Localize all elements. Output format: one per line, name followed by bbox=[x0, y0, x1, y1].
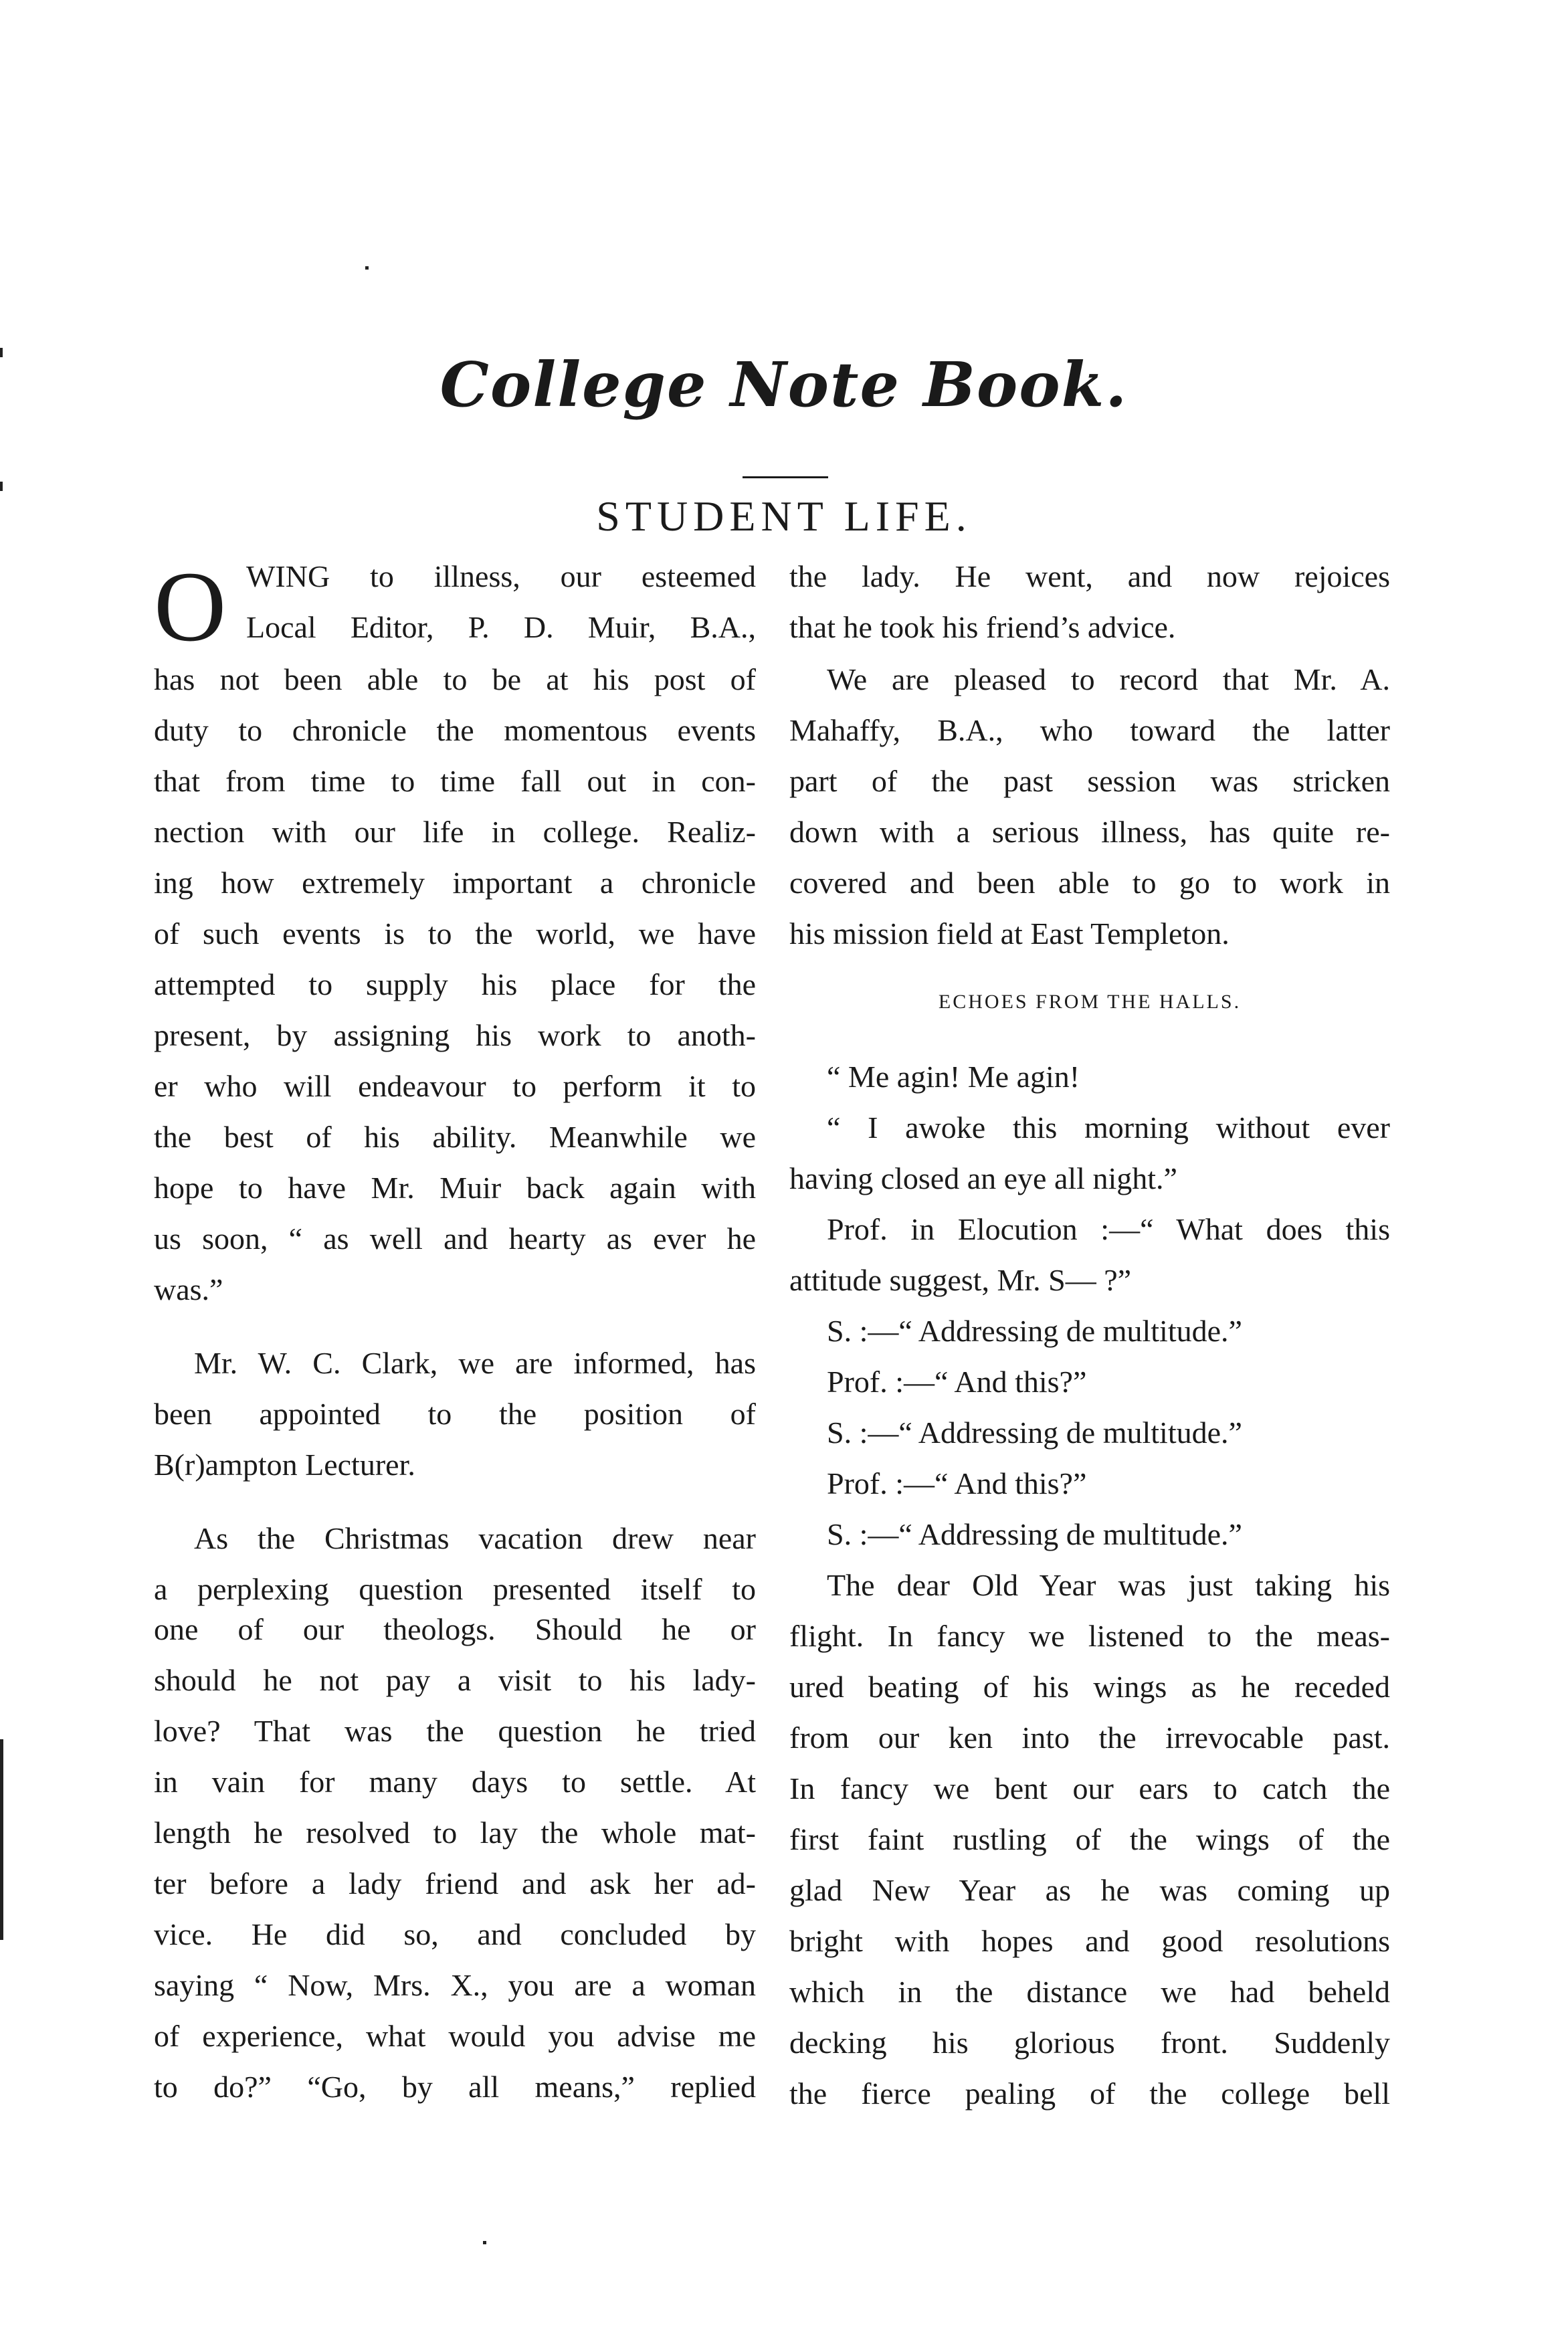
text-line: the best of his ability. Meanwhile we bbox=[154, 1120, 756, 1154]
text-line: Prof. :—“ And this?” bbox=[827, 1466, 1087, 1500]
text-line: from our ken into the irrevocable past. bbox=[789, 1721, 1390, 1755]
text-line: ured beating of his wings as he receded bbox=[789, 1670, 1390, 1704]
echoes-subheading: ECHOES FROM THE HALLS. bbox=[938, 991, 1242, 1013]
text-line: one of our theologs. Should he or bbox=[154, 1612, 756, 1646]
text-line: “ Me agin! Me agin! bbox=[827, 1060, 1080, 1094]
text-line: part of the past session was stricken bbox=[789, 764, 1390, 798]
text-line: first faint rustling of the wings of the bbox=[789, 1822, 1390, 1856]
text-line: should he not pay a visit to his lady- bbox=[154, 1663, 756, 1697]
drop-cap: O bbox=[154, 551, 227, 662]
masthead-title: College Note Book. bbox=[439, 349, 1129, 421]
text-line: decking his glorious front. Suddenly bbox=[789, 2026, 1390, 2060]
text-line: As the Christmas vacation drew near bbox=[194, 1521, 756, 1555]
section-title: STUDENT LIFE. bbox=[596, 492, 972, 540]
text-line: the lady. He went, and now rejoices bbox=[789, 559, 1390, 593]
text-line: to do?” “Go, by all means,” replied bbox=[154, 2070, 756, 2104]
text-line: Prof. in Elocution :—“ What does this bbox=[827, 1212, 1390, 1246]
text-line: nection with our life in college. Realiz- bbox=[154, 815, 756, 849]
scan-speck bbox=[483, 2241, 486, 2244]
text-line: The dear Old Year was just taking his bbox=[827, 1568, 1390, 1602]
text-line: WING to illness, our esteemed bbox=[246, 559, 756, 593]
text-line: S. :—“ Addressing de multitude.” bbox=[827, 1415, 1242, 1450]
text-line: B(r)ampton Lecturer. bbox=[154, 1448, 415, 1482]
scan-speck bbox=[0, 482, 3, 491]
text-line: a perplexing question presented itself to bbox=[154, 1572, 756, 1606]
text-line: the fierce pealing of the college bell bbox=[789, 2076, 1390, 2111]
text-line: us soon, “ as well and hearty as ever he bbox=[154, 1221, 756, 1256]
text-line: that he took his friend’s advice. bbox=[789, 610, 1176, 644]
text-line: duty to chronicle the momentous events bbox=[154, 713, 756, 747]
text-line: has not been able to be at his post of bbox=[154, 662, 756, 696]
text-line: ing how extremely important a chronicle bbox=[154, 866, 756, 900]
text-line: attempted to supply his place for the bbox=[154, 967, 756, 1001]
text-line: vice. He did so, and concluded by bbox=[154, 1917, 756, 1951]
text-line: Mr. W. C. Clark, we are informed, has bbox=[194, 1346, 756, 1380]
text-line: that from time to time fall out in con- bbox=[154, 764, 756, 798]
scan-speck bbox=[0, 348, 3, 357]
text-line: Mahaffy, B.A., who toward the latter bbox=[789, 713, 1390, 747]
text-line: ter before a lady friend and ask her ad- bbox=[154, 1866, 756, 1900]
text-line: his mission field at East Templeton. bbox=[789, 916, 1230, 951]
text-line: “ I awoke this morning without ever bbox=[827, 1110, 1390, 1145]
text-line: attitude suggest, Mr. S— ?” bbox=[789, 1263, 1132, 1297]
text-line: We are pleased to record that Mr. A. bbox=[827, 662, 1390, 696]
text-line: flight. In fancy we listened to the meas- bbox=[789, 1619, 1390, 1653]
text-line: length he resolved to lay the whole mat- bbox=[154, 1816, 756, 1850]
text-line: down with a serious illness, has quite re- bbox=[789, 815, 1390, 849]
text-line: bright with hopes and good resolutions bbox=[789, 1924, 1390, 1958]
text-line: Local Editor, P. D. Muir, B.A., bbox=[246, 610, 756, 644]
text-line: saying “ Now, Mrs. X., you are a woman bbox=[154, 1968, 756, 2002]
title-rule bbox=[743, 476, 828, 478]
scan-speck bbox=[0, 1739, 3, 1940]
text-line: of such events is to the world, we have bbox=[154, 916, 756, 951]
text-line: S. :—“ Addressing de multitude.” bbox=[827, 1517, 1242, 1551]
text-line: In fancy we bent our ears to catch the bbox=[789, 1771, 1390, 1805]
text-line: er who will endeavour to perform it to bbox=[154, 1069, 756, 1103]
text-line: glad New Year as he was coming up bbox=[789, 1873, 1390, 1907]
text-line: love? That was the question he tried bbox=[154, 1714, 756, 1748]
text-line: having closed an eye all night.” bbox=[789, 1161, 1177, 1195]
text-line: of experience, what would you advise me bbox=[154, 2019, 756, 2053]
text-line: covered and been able to go to work in bbox=[789, 866, 1390, 900]
text-line: which in the distance we had beheld bbox=[789, 1975, 1390, 2009]
text-line: hope to have Mr. Muir back again with bbox=[154, 1171, 756, 1205]
text-line: Prof. :—“ And this?” bbox=[827, 1365, 1087, 1399]
text-line: been appointed to the position of bbox=[154, 1397, 756, 1431]
text-line: in vain for many days to settle. At bbox=[154, 1765, 756, 1799]
text-line: was.” bbox=[154, 1272, 223, 1306]
text-line: S. :—“ Addressing de multitude.” bbox=[827, 1314, 1242, 1348]
scan-speck bbox=[365, 266, 369, 270]
text-line: present, by assigning his work to anoth- bbox=[154, 1018, 756, 1052]
